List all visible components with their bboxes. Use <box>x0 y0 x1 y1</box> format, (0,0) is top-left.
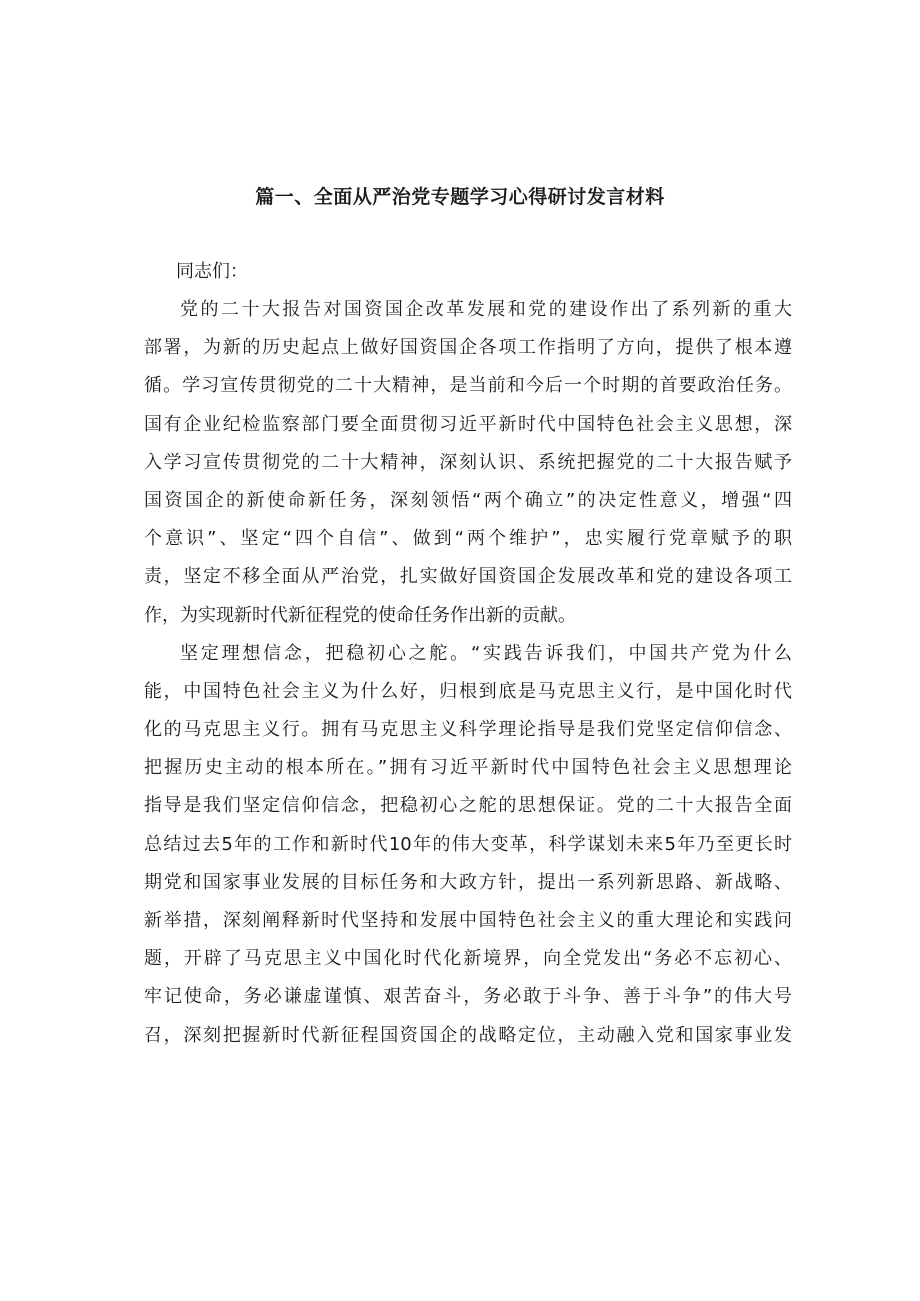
paragraph-line: 党的二十大报告对国资国企改革发展和党的建设作出了系列新的重大 <box>180 299 792 320</box>
paragraph-line: 能，中国特色社会主义为什么好，归根到底是马克思主义行，是中国化时代 <box>144 680 792 702</box>
paragraph-line: 国资国企的新使命新任务，深刻领悟“两个确立”的决定性意义，增强“四 <box>144 489 792 511</box>
paragraph-line: 召，深刻把握新时代新征程国资国企的战略定位，主动融入党和国家事业发 <box>144 1024 792 1046</box>
document-body <box>144 253 792 1055</box>
paragraph-line: 期党和国家事业发展的目标任务和大政方针，提出一系列新思路、新战略、 <box>144 871 792 893</box>
paragraph-line: 循。学习宣传贯彻党的二十大精神，是当前和今后一个时期的首要政治任务。 <box>144 375 792 397</box>
paragraph-line: 把握历史主动的根本所在。”拥有习近平新时代中国特色社会主义思想理论 <box>144 757 792 779</box>
paragraph-line: 化的马克思主义行。拥有马克思主义科学理论指导是我们党坚定信仰信念、 <box>144 719 792 741</box>
salutation: 同志们： <box>176 261 248 282</box>
document-title: 篇一、全面从严治党专题学习心得研讨发言材料 <box>255 186 665 208</box>
paragraph-line: 入学习宣传贯彻党的二十大精神，深刻认识、系统把握党的二十大报告赋予 <box>144 451 792 473</box>
paragraph-line: 坚定理想信念，把稳初心之舵。“实践告诉我们，中国共产党为什么 <box>180 642 792 664</box>
paragraph-line: 指导是我们坚定信仰信念，把稳初心之舵的思想保证。党的二十大报告全面 <box>144 795 792 817</box>
paragraph-line: 个意识”、坚定“四个自信”、做到“两个维护”，忠实履行党章赋予的职 <box>144 528 792 550</box>
paragraph-line: 责，坚定不移全面从严治党，扎实做好国资国企发展改革和党的建设各项工 <box>144 566 792 588</box>
paragraph-line: 总结过去5年的工作和新时代10年的伟大变革，科学谋划未来5年乃至更长时 <box>144 833 792 855</box>
paragraph-1 <box>144 291 792 635</box>
paragraph-line: 牢记使命，务必谦虚谨慎、艰苦奋斗，务必敢于斗争、善于斗争”的伟大号 <box>144 986 792 1008</box>
paragraph-line: 部署，为新的历史起点上做好国资国企各项工作指明了方向，提供了根本遵 <box>144 337 792 359</box>
paragraph-line: 新举措，深刻阐释新时代坚持和发展中国特色社会主义的重大理论和实践问 <box>144 910 792 931</box>
paragraph-2 <box>144 635 792 1055</box>
paragraph-line: 国有企业纪检监察部门要全面贯彻习近平新时代中国特色社会主义思想，深 <box>144 413 792 435</box>
paragraph-line: 题，开辟了马克思主义中国化时代化新境界，向全党发出“务必不忘初心、 <box>144 948 792 970</box>
paragraph-line: 作，为实现新时代新征程党的使命任务作出新的贡献。 <box>144 604 576 626</box>
